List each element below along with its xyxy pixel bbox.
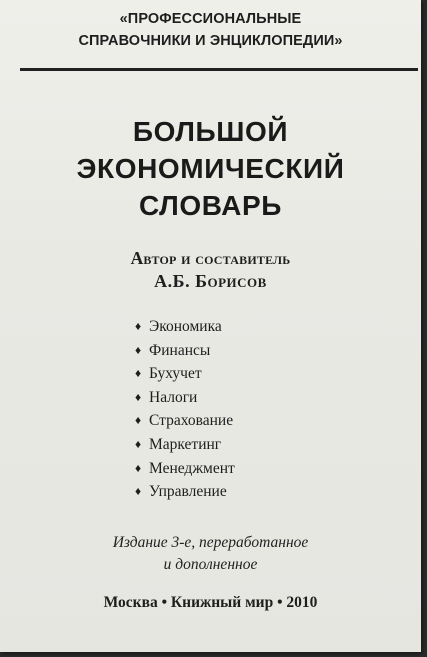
topic-item: [135, 480, 235, 504]
topic-label: Бухучет: [149, 365, 202, 383]
book-title-line-1: БОЛЬШОЙ: [132, 116, 289, 147]
edition-line-2: и дополненное: [163, 556, 258, 573]
topic-label: Финансы: [149, 341, 211, 359]
diamond-bullet-icon: ♦: [135, 484, 142, 499]
topic-item: [135, 362, 235, 386]
topic-label: Менеджмент: [149, 459, 235, 477]
topic-item: [135, 433, 235, 457]
author-role: Автор и составитель: [130, 248, 291, 268]
diamond-bullet-icon: ♦: [135, 413, 142, 428]
diamond-bullet-icon: ♦: [135, 342, 142, 357]
topic-item: [135, 386, 235, 410]
series-line-1: «ПРОФЕССИОНАЛЬНЫЕ: [119, 11, 302, 27]
topic-list: [135, 315, 235, 504]
publisher-imprint: Москва • Книжный мир • 2010: [103, 594, 318, 611]
topic-label: Экономика: [149, 318, 222, 335]
topic-item: [135, 457, 235, 481]
series-heading: [0, 8, 421, 52]
topic-item: [135, 339, 235, 363]
topic-item: [135, 315, 235, 339]
series-line-2: СПРАВОЧНИКИ И ЭНЦИКЛОПЕДИИ»: [78, 33, 343, 49]
book-title-line-2: ЭКОНОМИЧЕСКИЙ: [76, 153, 345, 184]
horizontal-rule: [20, 68, 418, 71]
author-name: А.Б. Борисов: [154, 271, 267, 291]
book-title: [0, 113, 421, 224]
topic-label: Налоги: [149, 388, 198, 406]
diamond-bullet-icon: ♦: [135, 319, 142, 333]
edition-line-1: Издание 3-е, переработанное: [112, 534, 309, 551]
edition-note: [0, 532, 421, 576]
topic-label: Маркетинг: [149, 435, 222, 453]
diamond-bullet-icon: ♦: [135, 389, 142, 404]
book-title-line-3: СЛОВАРЬ: [139, 190, 282, 221]
topic-item: [135, 409, 235, 433]
diamond-bullet-icon: ♦: [135, 366, 142, 381]
diamond-bullet-icon: ♦: [135, 436, 142, 451]
topic-label: Страхование: [149, 412, 234, 430]
diamond-bullet-icon: ♦: [135, 460, 142, 475]
topic-label: Управление: [149, 483, 227, 501]
